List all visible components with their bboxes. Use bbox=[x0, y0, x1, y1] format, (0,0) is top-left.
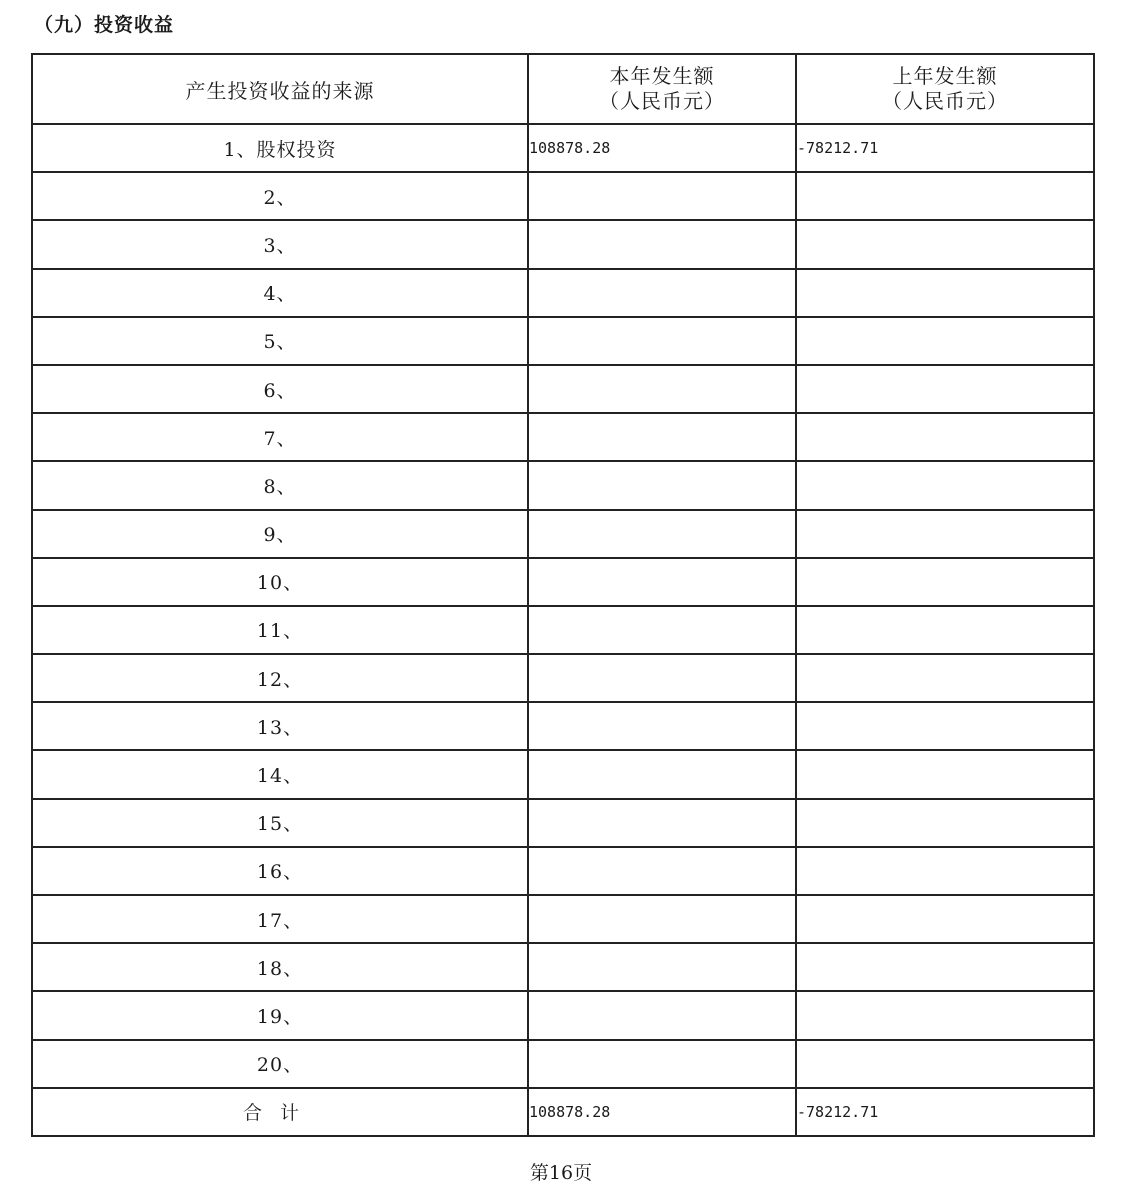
row-current-year-value bbox=[528, 510, 796, 558]
table-body bbox=[32, 124, 1094, 1088]
row-previous-year-value bbox=[796, 317, 1094, 365]
row-source: 14、 bbox=[32, 750, 528, 798]
row-current-year-value bbox=[528, 847, 796, 895]
row-previous-year-value bbox=[796, 895, 1094, 943]
table-row bbox=[32, 461, 1094, 509]
row-source: 11、 bbox=[32, 606, 528, 654]
row-current-year-value bbox=[528, 991, 796, 1039]
investment-income-table bbox=[31, 53, 1095, 1137]
row-source: 2、 bbox=[32, 172, 528, 220]
total-previous-year-value: -78212.71 bbox=[796, 1088, 1094, 1136]
header-current-year bbox=[528, 54, 796, 124]
row-source: 5、 bbox=[32, 317, 528, 365]
row-source: 3、 bbox=[32, 220, 528, 268]
row-previous-year-value bbox=[796, 365, 1094, 413]
row-current-year-value: 108878.28 bbox=[528, 124, 796, 172]
row-previous-year-value bbox=[796, 1040, 1094, 1088]
row-source: 17、 bbox=[32, 895, 528, 943]
row-source: 16、 bbox=[32, 847, 528, 895]
table-row bbox=[32, 365, 1094, 413]
row-current-year-value bbox=[528, 702, 796, 750]
page-number: 第16页 bbox=[529, 1162, 593, 1184]
row-previous-year-value bbox=[796, 220, 1094, 268]
table-row bbox=[32, 943, 1094, 991]
row-source: 4、 bbox=[32, 269, 528, 317]
table-row bbox=[32, 124, 1094, 172]
row-previous-year-value bbox=[796, 413, 1094, 461]
table-row bbox=[32, 702, 1094, 750]
header-previous-year bbox=[796, 54, 1094, 124]
table-row bbox=[32, 317, 1094, 365]
row-previous-year-value bbox=[796, 654, 1094, 702]
row-source: 9、 bbox=[32, 510, 528, 558]
total-current-year-value: 108878.28 bbox=[528, 1088, 796, 1136]
row-previous-year-value bbox=[796, 172, 1094, 220]
header-previous-year-title: 上年发生额 bbox=[892, 64, 998, 88]
row-previous-year-value bbox=[796, 847, 1094, 895]
row-current-year-value bbox=[528, 1040, 796, 1088]
row-previous-year-value bbox=[796, 461, 1094, 509]
row-current-year-value bbox=[528, 220, 796, 268]
table-row bbox=[32, 1040, 1094, 1088]
row-source: 18、 bbox=[32, 943, 528, 991]
table-header-row bbox=[32, 54, 1094, 124]
row-source: 12、 bbox=[32, 654, 528, 702]
row-current-year-value bbox=[528, 461, 796, 509]
row-current-year-value bbox=[528, 654, 796, 702]
row-current-year-value bbox=[528, 365, 796, 413]
row-current-year-value bbox=[528, 413, 796, 461]
table-row bbox=[32, 269, 1094, 317]
total-label: 合计 bbox=[32, 1088, 528, 1136]
row-source: 8、 bbox=[32, 461, 528, 509]
table-row bbox=[32, 510, 1094, 558]
header-current-year-title: 本年发生额 bbox=[609, 64, 715, 88]
row-previous-year-value bbox=[796, 606, 1094, 654]
table-row bbox=[32, 413, 1094, 461]
table-row bbox=[32, 750, 1094, 798]
table-row bbox=[32, 172, 1094, 220]
row-current-year-value bbox=[528, 558, 796, 606]
section-title: （九）投资收益 bbox=[34, 14, 175, 36]
row-previous-year-value bbox=[796, 269, 1094, 317]
total-row bbox=[32, 1088, 1094, 1136]
row-source: 20、 bbox=[32, 1040, 528, 1088]
row-current-year-value bbox=[528, 943, 796, 991]
row-current-year-value bbox=[528, 750, 796, 798]
table-row bbox=[32, 895, 1094, 943]
row-previous-year-value bbox=[796, 702, 1094, 750]
row-previous-year-value bbox=[796, 510, 1094, 558]
row-previous-year-value bbox=[796, 558, 1094, 606]
table-row bbox=[32, 654, 1094, 702]
row-source: 7、 bbox=[32, 413, 528, 461]
table-row bbox=[32, 847, 1094, 895]
row-source: 10、 bbox=[32, 558, 528, 606]
table-row bbox=[32, 220, 1094, 268]
table-row bbox=[32, 991, 1094, 1039]
row-source: 15、 bbox=[32, 799, 528, 847]
table-row bbox=[32, 558, 1094, 606]
header-previous-year-unit: （人民币元） bbox=[882, 89, 1008, 113]
row-current-year-value bbox=[528, 799, 796, 847]
row-previous-year-value bbox=[796, 991, 1094, 1039]
row-current-year-value bbox=[528, 606, 796, 654]
row-source: 6、 bbox=[32, 365, 528, 413]
header-source: 产生投资收益的来源 bbox=[32, 54, 528, 124]
row-source: 1、股权投资 bbox=[32, 124, 528, 172]
row-source: 19、 bbox=[32, 991, 528, 1039]
row-current-year-value bbox=[528, 172, 796, 220]
row-current-year-value bbox=[528, 895, 796, 943]
row-source: 13、 bbox=[32, 702, 528, 750]
row-previous-year-value bbox=[796, 750, 1094, 798]
table-row bbox=[32, 606, 1094, 654]
header-current-year-unit: （人民币元） bbox=[599, 89, 725, 113]
row-previous-year-value bbox=[796, 799, 1094, 847]
row-previous-year-value: -78212.71 bbox=[796, 124, 1094, 172]
row-previous-year-value bbox=[796, 943, 1094, 991]
row-current-year-value bbox=[528, 269, 796, 317]
row-current-year-value bbox=[528, 317, 796, 365]
table-row bbox=[32, 799, 1094, 847]
